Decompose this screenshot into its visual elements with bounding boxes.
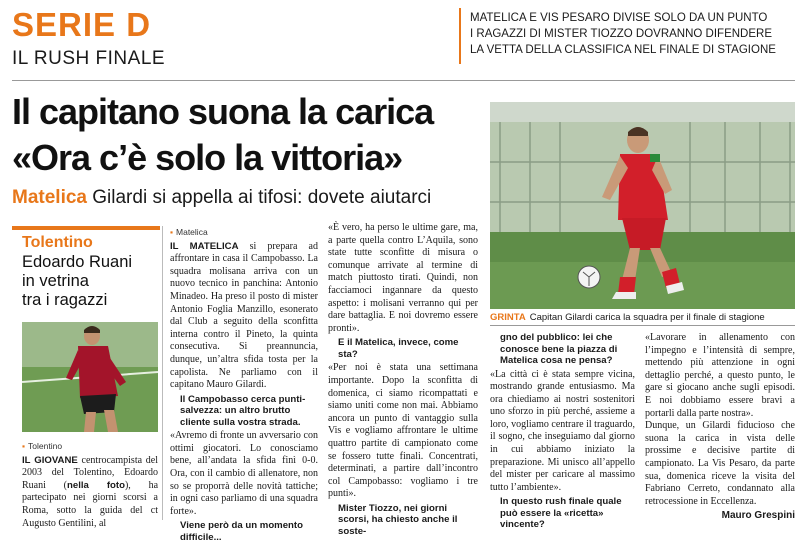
caption-text: Capitan Gilardi carica la squadra per il finale di stagione: [529, 312, 765, 323]
sidebar-title-line: tra i ragazzi: [22, 291, 108, 309]
article-text: Dunque, un Gilardi fiducioso che suona la carica in vista delle prossime e decisive partite di campionato. La Vis Pesaro, da parte sua, domenica riceve la visita del Fabriano Cerreto, condannato alla retrocessione in Eccellenza.: [645, 420, 795, 507]
header-summary: [470, 10, 800, 58]
article-column-1: [170, 226, 318, 545]
article-text: «La città ci è stata sempre vicina, mostrando grande entusiasmo. Ma ora chiediamo ai nostri sostenitori uno sforzo in più perché, assieme a loro, vogliamo centrare il traguardo, il sogno, che inseguiamo dal giorno in cui abbiamo iniziato la preparazione. Mi unisco all’appello del mister per caricare al massimo tutto l’ambiente».: [490, 368, 635, 493]
headline-line-1: Il capitano suona la carica: [12, 91, 434, 132]
article-text: «È vero, ha perso le ultime gare, ma, a parte quella contro L’Aquila, sono state tutte sconfitte di misura o comunque arrivate al termine di match piuttosto tirati. Quindi, non facciamoci ingannare da questo aspetto: i molisani verranno qui per dare battaglia. E noi dovremo essere pronti».: [328, 222, 478, 334]
author-signature: Mauro Grespini: [721, 510, 795, 522]
article-text: «Per noi è stata una settimana importante. Dopo la sconfitta di domenica, ci siamo ricompattati e siamo uniti come non mai. Abbiamo ancora un punto di vantaggio sulla Vis e vogliamo affrontare le ultime quattro partite di campionato come se fossero tutte finali. Concentrati, determinati, a partire dall’incontro col Campobasso: vogliamo i tre punti».: [328, 362, 478, 500]
kicker: [12, 187, 431, 209]
sidebar-top-bar: [12, 226, 160, 230]
caption-rule: [490, 325, 795, 326]
article-column-4: [645, 332, 795, 523]
sidebar-divider: [162, 226, 163, 520]
article-lead: IL MATELICA: [170, 240, 239, 252]
article-column-3: [490, 332, 635, 533]
main-photo: [490, 102, 795, 309]
question: E il Matelica, invece, come sta?: [338, 337, 459, 360]
question: Il Campobasso cerca punti-salvezza: un altro brutto cliente sulla vostra strada.: [180, 393, 306, 428]
photo-caption: [490, 312, 795, 323]
question: Viene però da un momento difficile...: [180, 520, 303, 543]
caption-label: GRINTA: [490, 312, 526, 323]
section-subtitle: IL RUSH FINALE: [12, 48, 166, 69]
summary-line: I RAGAZZI DI MISTER TIOZZO DOVRANNO DIFENDERE: [470, 28, 772, 40]
sidebar-text: centrocampista del 2003 del Tolentino, Edoardo Ruani (: [22, 454, 158, 491]
kicker-highlight: Matelica: [12, 187, 87, 208]
sidebar-text: ), ha partecipato nei giorni scorsi a Roma, sotto la guida del ct Augusto Gentilini, al: [22, 479, 159, 529]
sidebar-city: Tolentino: [22, 234, 93, 251]
sidebar-text-bold: nella foto: [67, 479, 125, 491]
article-column-2: [328, 222, 478, 539]
article-tag: ▪ Matelica: [170, 226, 318, 239]
article-text: «Lavorare in allenamento con l’impegno e l’intensità di sempre, mettendo più attenzione in ogni dettaglio perché, a questo punto, le gare si giocano anche sugli episodi. E noi dobbiamo essere bravi a portarli dalla parte nostra».: [645, 332, 795, 419]
sidebar-lead: IL GIOVANE: [22, 454, 78, 466]
sidebar-title: [22, 253, 132, 310]
article-text: si prepara ad affrontare in casa il Campobasso. La squadra molisana arriva con un nuovo tecnico in panchina: Antonio Minadeo. Ha preso il posto di mister Antonio Foglia Manzillo, esonerato dal Club a seguito della sconfitta interna contro il Pineto, la quinta consecutiva. Si preannuncia, dunque, un’altra sfida tosta per la capolista. Ne parliamo con il capitano Mauro Gilardi.: [170, 240, 318, 391]
headline-line-2: «Ora c’è solo la vittoria»: [12, 137, 403, 178]
sidebar-title-line: in vetrina: [22, 272, 89, 290]
question: gno del pubblico: lei che conosce bene la piazza di Matelica cosa ne pensa?: [500, 332, 618, 366]
kicker-text: Gilardi si appella ai tifosi: dovete aiutarci: [86, 187, 432, 208]
question: Mister Tiozzo, nei giorni scorsi, ha chiesto anche il soste-: [338, 502, 458, 537]
article-text: «Avremo di fronte un avversario con ottimi giocatori. Lo conosciamo bene, all’andata la sfida finì 0-0. Ora, con il cambio di allenatore, non so se proporrà delle novità tattiche; in ogni caso parliamo di una squadra forte».: [170, 430, 318, 517]
top-rule: [12, 80, 795, 81]
sidebar-tag: ▪ Tolentino: [22, 440, 158, 453]
summary-line: MATELICA E VIS PESARO DIVISE SOLO DA UN PUNTO: [470, 12, 768, 24]
summary-line: LA VETTA DELLA CLASSIFICA NEL FINALE DI STAGIONE: [470, 44, 776, 56]
question: In questo rush finale quale può essere la «ricetta» vincente?: [500, 496, 622, 531]
section-title: SERIE D: [12, 6, 152, 43]
sidebar-body: [22, 440, 158, 530]
header-divider: [459, 8, 461, 64]
sidebar-photo: [22, 322, 158, 432]
sidebar-title-line: Edoardo Ruani: [22, 253, 133, 271]
